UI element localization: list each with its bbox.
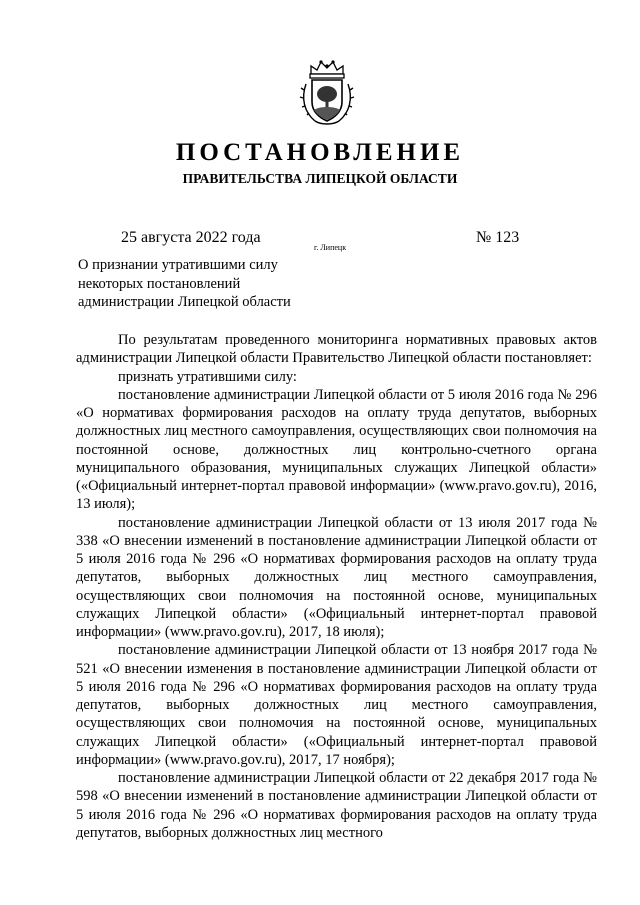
body-paragraph: постановление администрации Липецкой области от 22 декабря 2017 года № 598 «О внесении изменений в постановление администрации Липецкой области от 5 июля 2016 года № 296 «О нормативах формирования расходов на оплату труда депутатов, выборных должностных лиц местного bbox=[76, 770, 597, 841]
lipetsk-region-coat-of-arms-icon bbox=[299, 58, 355, 126]
body-paragraph: постановление администрации Липецкой области от 13 июля 2017 года № 338 «О внесении изменений в постановление администрации Липецкой области от 5 июля 2016 года № 296 «О нормативах формирования расходов на оплату труда депутатов, выборных должностных лиц местного самоуправления, осуществляющих свои полномочия на постоянной основе, муниципальных служащих Липецкой области» («Официальный интернет-портал правовой информации» (www.pravo.gov.ru), 2017, 18 июля); bbox=[76, 514, 597, 640]
subject-line: О признании утратившими силу bbox=[78, 257, 278, 273]
body-paragraph: признать утратившими силу: bbox=[118, 368, 297, 385]
document-date: 25 августа 2022 года bbox=[121, 229, 261, 246]
document-body bbox=[76, 331, 597, 842]
body-paragraph: постановление администрации Липецкой области от 13 ноября 2017 года № 521 «О внесении изменения в постановление администрации Липецкой области от 5 июля 2016 года № 296 «О нормативах формирования расходов на оплату труда депутатов, выборных должностных лиц местного самоуправления, осуществляющих свои полномочия на постоянной основе, муниципальных служащих Липецкой области» («Официальный интернет-портал правовой информации» (www.pravo.gov.ru), 2017, 17 ноября); bbox=[76, 642, 597, 768]
body-paragraph: По результатам проведенного мониторинга нормативных правовых актов администрации Липецкой области Правительство Липецкой области постановляет: bbox=[76, 332, 597, 367]
document-type-title: ПОСТАНОВЛЕНИЕ bbox=[175, 139, 465, 166]
subject-line: некоторых постановлений bbox=[78, 275, 241, 292]
body-paragraph: постановление администрации Липецкой области от 5 июля 2016 года № 296 «О нормативах формирования расходов на оплату труда депутатов, выборных должностных лиц местного самоуправления, осуществляющих свои полномочия на постоянной основе, должностных лиц контрольно-счетного органа муниципального образования, муниципальных служащих Липецкой области» («Официальный интернет-портал правовой информации» (www.pravo.gov.ru), 2016, 13 июля); bbox=[76, 386, 597, 513]
document-subject bbox=[78, 256, 318, 312]
document-city: г. Липецк bbox=[314, 243, 347, 252]
issuing-authority: ПРАВИТЕЛЬСТВА ЛИПЕЦКОЙ ОБЛАСТИ bbox=[182, 171, 458, 186]
document-number: № 123 bbox=[476, 229, 520, 246]
subject-line: администрации Липецкой области bbox=[78, 294, 291, 310]
